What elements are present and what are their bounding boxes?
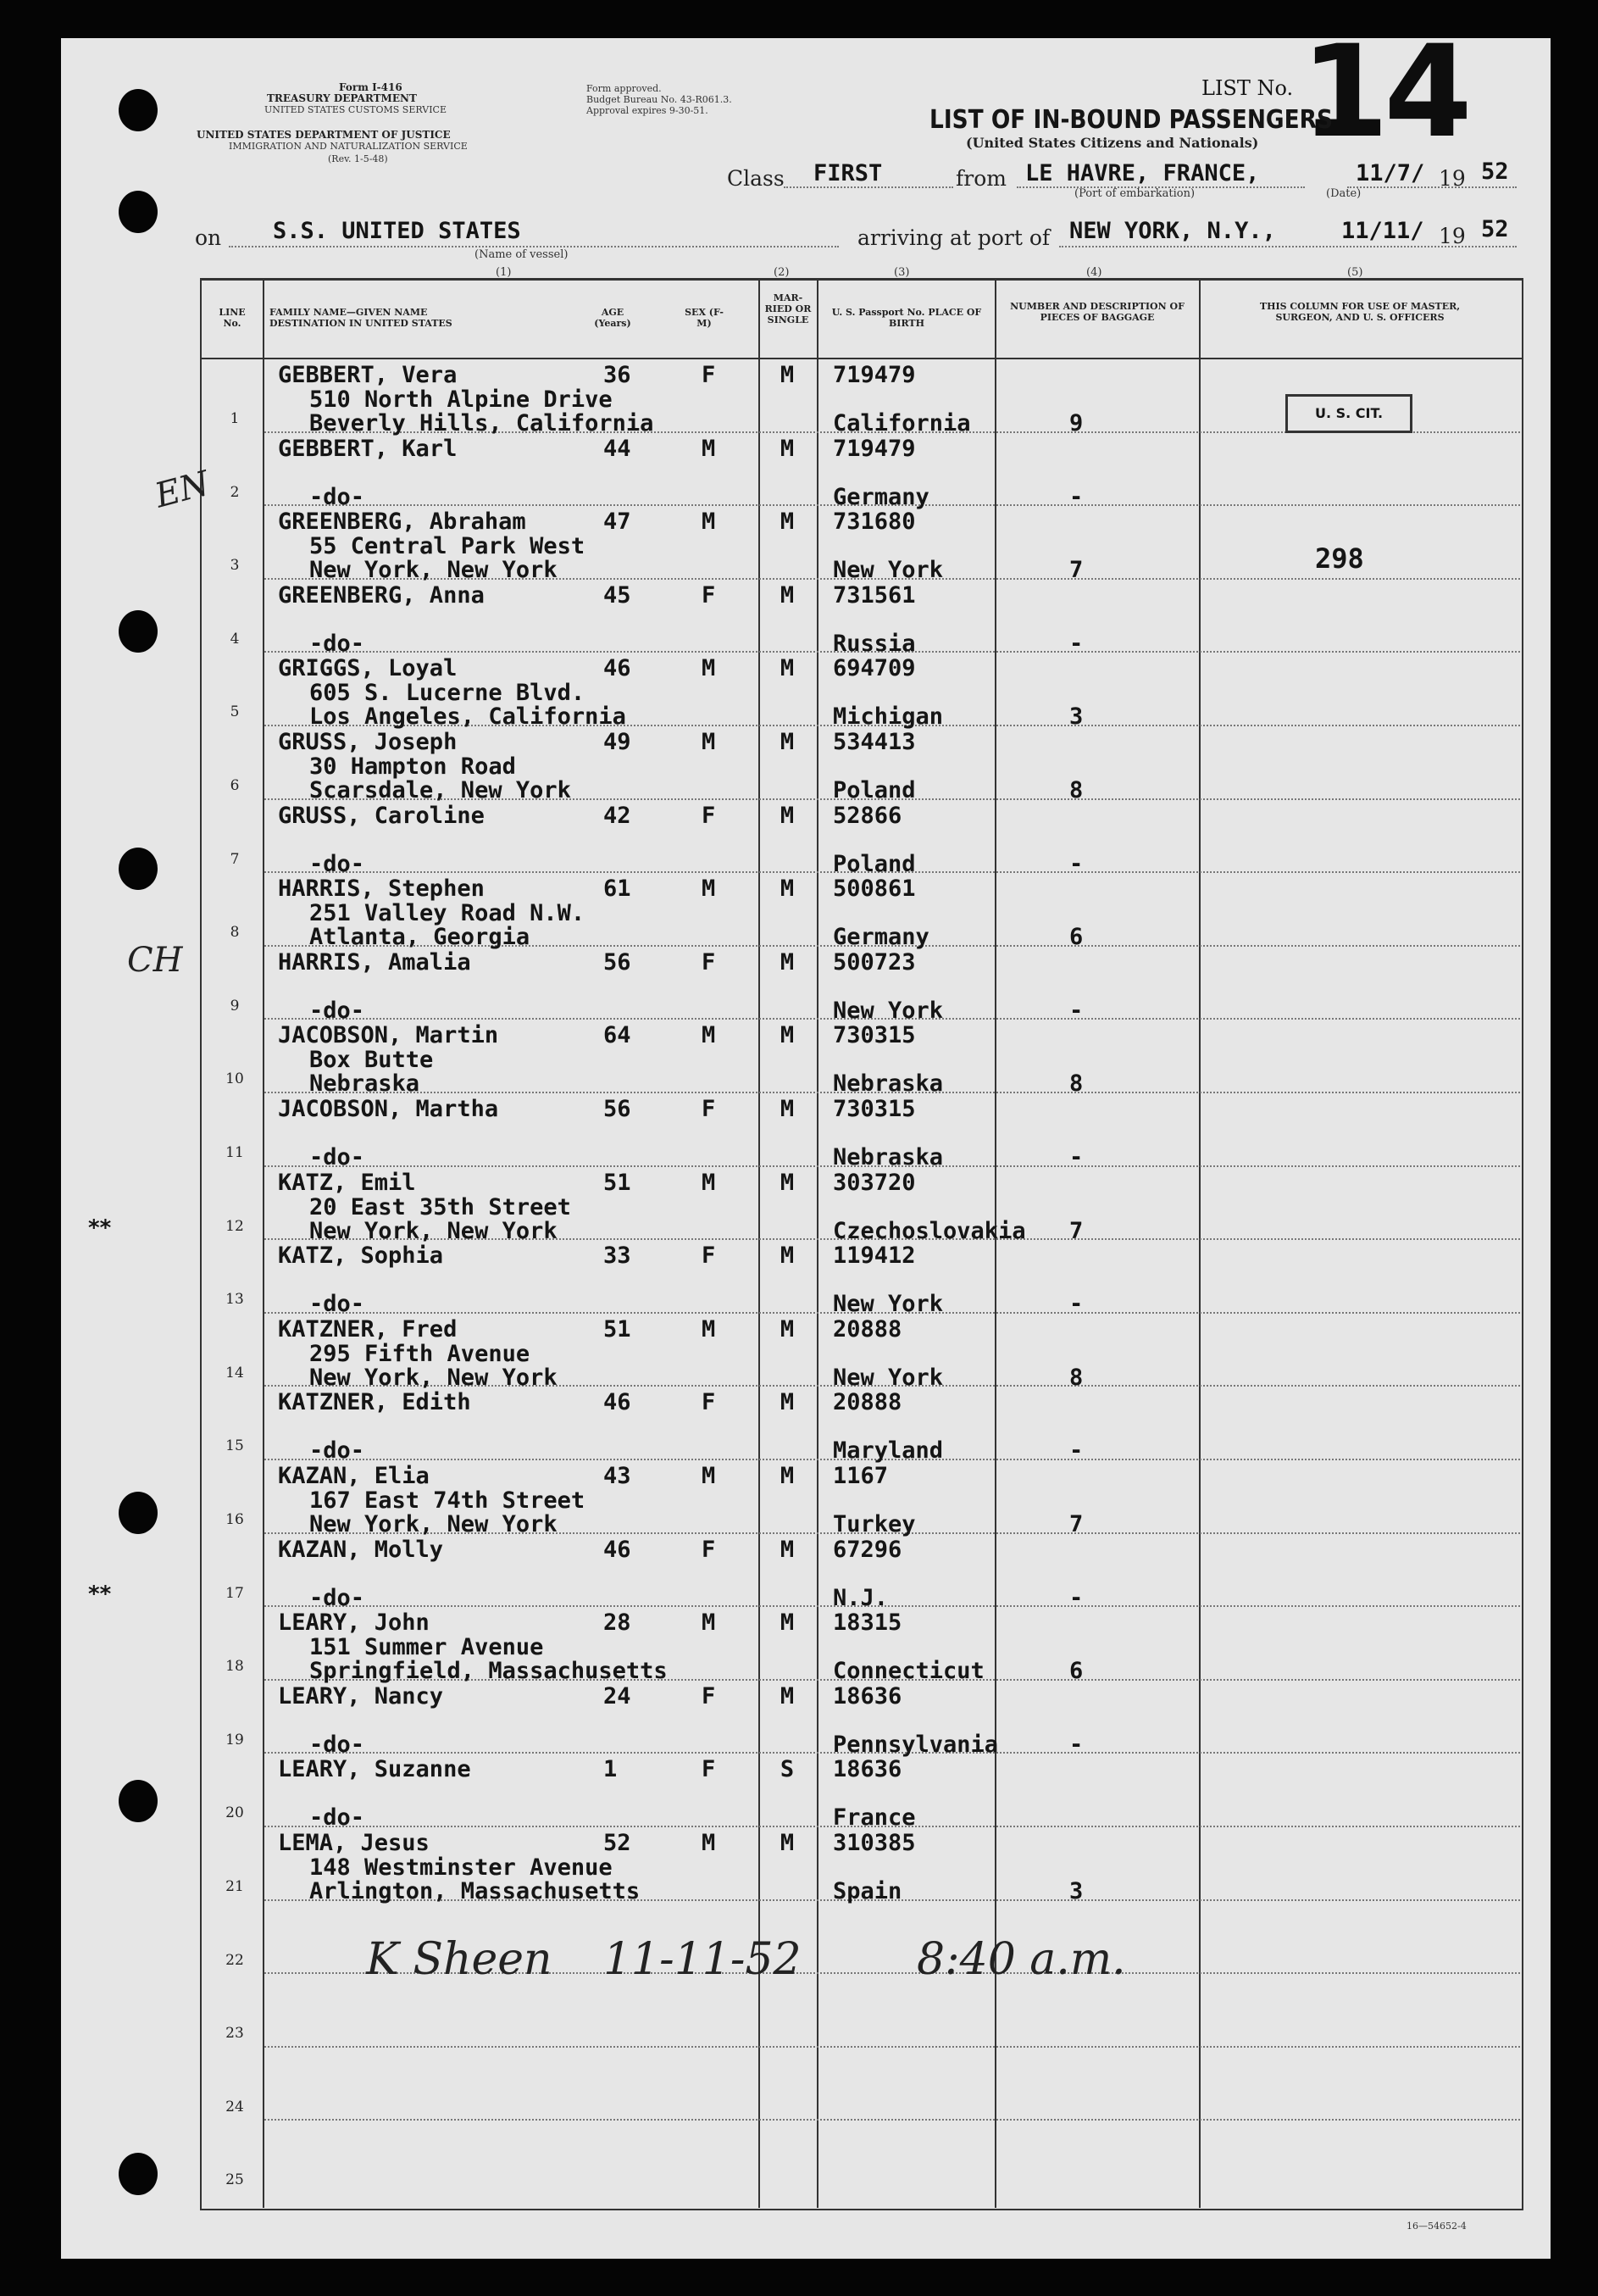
col-baggage: NUMBER AND DESCRIPTION OF PIECES OF BAGGAGE bbox=[1010, 301, 1185, 323]
year-prefix-2: 19 bbox=[1439, 224, 1466, 248]
passenger-addr2: New York, New York bbox=[309, 557, 558, 584]
passenger-age: 46 bbox=[603, 1536, 631, 1563]
passenger-age: 61 bbox=[603, 876, 631, 903]
citizen-stamp bbox=[1285, 394, 1412, 433]
justice-department: UNITED STATES DEPARTMENT OF JUSTICE bbox=[197, 129, 451, 141]
col-line-no: LINE No. bbox=[219, 307, 246, 329]
passenger-passport: 730315 bbox=[833, 1096, 916, 1122]
vessel-caption: (Name of vessel) bbox=[474, 248, 569, 261]
passenger-ms: M bbox=[780, 1169, 795, 1196]
passenger-ms: M bbox=[780, 655, 795, 682]
passenger-addr2: -do- bbox=[309, 630, 365, 657]
passenger-name: GEBBERT, Vera bbox=[278, 362, 458, 388]
passenger-age: 56 bbox=[603, 1096, 631, 1122]
punch-hole bbox=[119, 2153, 158, 2195]
passenger-addr2: Beverly Hills, California bbox=[309, 410, 654, 436]
col-officers: THIS COLUMN FOR USE OF MASTER, SURGEON, AND U. S. OFFICERS bbox=[1259, 301, 1461, 323]
col-name: FAMILY NAME—GIVEN NAME DESTINATION IN UNITED STATES bbox=[269, 307, 452, 329]
passenger-sex: F bbox=[702, 1389, 716, 1416]
line-number: 22 bbox=[225, 1951, 244, 1969]
revision: (Rev. 1-5-48) bbox=[328, 153, 388, 164]
passenger-bags: - bbox=[1069, 997, 1084, 1024]
col-married: MAR-RIED OR SINGLE bbox=[764, 292, 812, 325]
line-number: 1 bbox=[230, 410, 240, 427]
passenger-birth: Poland bbox=[833, 850, 916, 877]
passenger-addr2: -do- bbox=[309, 997, 365, 1024]
line-number: 17 bbox=[225, 1584, 244, 1602]
line-number: 9 bbox=[230, 997, 240, 1015]
passenger-age: 43 bbox=[603, 1463, 631, 1489]
department: TREASURY DEPARTMENT bbox=[267, 92, 417, 104]
passenger-birth: Czechoslovakia bbox=[833, 1217, 1026, 1244]
passenger-birth: Turkey bbox=[833, 1511, 916, 1537]
passenger-bags: - bbox=[1069, 630, 1084, 657]
arrival-year: 52 bbox=[1481, 216, 1509, 242]
passenger-ms: M bbox=[780, 1830, 795, 1856]
passenger-passport: 18636 bbox=[833, 1682, 902, 1709]
vessel-name: S.S. UNITED STATES bbox=[273, 218, 521, 244]
passenger-sex: M bbox=[702, 729, 716, 755]
passenger-passport: 731561 bbox=[833, 581, 916, 609]
passenger-bags: 8 bbox=[1069, 1364, 1084, 1391]
line-number: 25 bbox=[225, 2171, 244, 2189]
passenger-bags: 3 bbox=[1069, 703, 1084, 731]
passenger-bags: - bbox=[1069, 1731, 1084, 1758]
passenger-name: GRIGGS, Loyal bbox=[278, 655, 458, 682]
arriving-label: arriving at port of bbox=[857, 225, 1051, 250]
passenger-bags: - bbox=[1069, 1584, 1084, 1611]
passenger-ms: M bbox=[780, 1022, 795, 1049]
passenger-birth: Poland bbox=[833, 777, 916, 803]
passenger-birth: New York bbox=[833, 997, 944, 1024]
passenger-age: 42 bbox=[603, 802, 631, 829]
passenger-sex: M bbox=[702, 1609, 716, 1637]
punch-hole bbox=[119, 191, 158, 233]
line-number: 4 bbox=[230, 630, 240, 648]
passenger-sex: M bbox=[702, 876, 716, 903]
passenger-addr2: New York, New York bbox=[309, 1217, 558, 1244]
passenger-addr2: -do- bbox=[309, 1731, 365, 1758]
passenger-bags: 7 bbox=[1069, 1217, 1084, 1244]
passenger-ms: M bbox=[780, 729, 795, 755]
class-value: FIRST bbox=[813, 160, 883, 186]
row-divider bbox=[264, 1605, 1520, 1608]
passenger-name: KATZNER, Edith bbox=[278, 1389, 471, 1416]
passenger-sex: M bbox=[702, 1830, 716, 1856]
margin-note: EN bbox=[151, 464, 214, 516]
passenger-addr1: Box Butte bbox=[309, 1047, 434, 1074]
passenger-ms: M bbox=[780, 1536, 795, 1563]
passenger-sex: M bbox=[702, 1463, 716, 1489]
passenger-birth: Germany bbox=[833, 483, 929, 510]
passenger-sex: M bbox=[702, 1022, 716, 1049]
passenger-ms: M bbox=[780, 948, 795, 976]
passenger-passport: 52866 bbox=[833, 802, 902, 829]
passenger-addr1: 151 Summer Avenue bbox=[309, 1634, 544, 1661]
passenger-age: 49 bbox=[603, 729, 631, 755]
passenger-age: 64 bbox=[603, 1022, 631, 1049]
passenger-addr1: 30 Hampton Road bbox=[309, 753, 516, 780]
passenger-sex: F bbox=[702, 1536, 716, 1563]
passenger-addr2: -do- bbox=[309, 850, 365, 877]
row-divider bbox=[264, 2119, 1520, 2121]
passenger-passport: 694709 bbox=[833, 655, 916, 682]
list-subtitle: (United States Citizens and Nationals) bbox=[966, 135, 1259, 151]
line-number: 16 bbox=[225, 1511, 244, 1528]
line-number: 5 bbox=[230, 703, 240, 721]
line-number: 19 bbox=[225, 1731, 244, 1748]
inspector-signature: K Sheen bbox=[366, 1934, 552, 1985]
passenger-passport: 1167 bbox=[833, 1463, 889, 1489]
passenger-ms: M bbox=[780, 435, 795, 462]
passenger-name: GRUSS, Joseph bbox=[278, 729, 458, 755]
passenger-age: 44 bbox=[603, 435, 631, 462]
passenger-ms: M bbox=[780, 362, 795, 388]
passenger-bags: - bbox=[1069, 1291, 1084, 1318]
col-sex: SEX (F-M) bbox=[685, 307, 724, 329]
passenger-name: HARRIS, Amalia bbox=[278, 948, 471, 976]
passenger-ms: M bbox=[780, 876, 795, 903]
passenger-addr2: -do- bbox=[309, 1291, 365, 1318]
passenger-name: LEMA, Jesus bbox=[278, 1830, 430, 1856]
passenger-bags: 7 bbox=[1069, 557, 1084, 584]
passenger-age: 56 bbox=[603, 948, 631, 976]
passenger-sex: M bbox=[702, 509, 716, 536]
passenger-addr2: Scarsdale, New York bbox=[309, 777, 571, 803]
passenger-passport: 310385 bbox=[833, 1830, 916, 1856]
passenger-name: KATZ, Emil bbox=[278, 1169, 416, 1196]
passenger-passport: 730315 bbox=[833, 1022, 916, 1049]
passenger-birth: France bbox=[833, 1804, 916, 1832]
passenger-addr1: 605 S. Lucerne Blvd. bbox=[309, 680, 585, 707]
passenger-age: 46 bbox=[603, 1389, 631, 1416]
passenger-ms: M bbox=[780, 581, 795, 609]
passenger-age: 36 bbox=[603, 362, 631, 388]
passenger-passport: 500723 bbox=[833, 948, 916, 976]
passenger-ms: M bbox=[780, 1315, 795, 1343]
punch-hole bbox=[119, 848, 158, 890]
passenger-birth: New York bbox=[833, 557, 944, 584]
passenger-name: LEARY, John bbox=[278, 1609, 430, 1637]
budget-bureau: Budget Bureau No. 43-R061.3. bbox=[586, 94, 732, 105]
passenger-bags: 6 bbox=[1069, 1658, 1084, 1685]
passenger-addr1: 148 Westminster Avenue bbox=[309, 1854, 613, 1881]
line-number: 20 bbox=[225, 1804, 244, 1822]
passenger-birth: New York bbox=[833, 1291, 944, 1318]
column-number: (1) bbox=[496, 266, 512, 279]
port-caption: (Port of embarkation) bbox=[1074, 187, 1196, 200]
passenger-sex: M bbox=[702, 1315, 716, 1343]
passenger-birth: Spain bbox=[833, 1878, 902, 1904]
passenger-bags: 8 bbox=[1069, 1070, 1084, 1098]
passenger-birth: New York bbox=[833, 1364, 944, 1391]
passenger-bags: - bbox=[1069, 1437, 1084, 1465]
line-number: 6 bbox=[230, 777, 240, 794]
passenger-name: GREENBERG, Abraham bbox=[278, 509, 526, 536]
passenger-name: KAZAN, Molly bbox=[278, 1536, 444, 1563]
list-number: 14 bbox=[1301, 19, 1468, 166]
passenger-sex: F bbox=[702, 1243, 716, 1270]
line-number: 11 bbox=[225, 1144, 244, 1161]
arrival-port: NEW YORK, N.Y., bbox=[1069, 218, 1276, 244]
passenger-addr2: -do- bbox=[309, 1584, 365, 1611]
passenger-sex: F bbox=[702, 362, 716, 388]
passenger-bags: 7 bbox=[1069, 1511, 1084, 1537]
passenger-sex: M bbox=[702, 655, 716, 682]
year-prefix: 19 bbox=[1439, 166, 1466, 191]
line-number: 10 bbox=[225, 1070, 244, 1088]
passenger-addr2: -do- bbox=[309, 483, 365, 510]
passenger-birth: Pennsylvania bbox=[833, 1731, 999, 1758]
passenger-addr1: 167 East 74th Street bbox=[309, 1487, 585, 1514]
passenger-ms: M bbox=[780, 1096, 795, 1122]
signature-time: 8:40 a.m. bbox=[917, 1934, 1126, 1985]
passenger-age: 33 bbox=[603, 1243, 631, 1270]
passenger-addr1: 20 East 35th Street bbox=[309, 1193, 571, 1220]
col-passport: U. S. Passport No. PLACE OF BIRTH bbox=[831, 307, 982, 329]
passenger-passport: 20888 bbox=[833, 1389, 902, 1416]
passenger-bags: - bbox=[1069, 1144, 1084, 1170]
passenger-age: 51 bbox=[603, 1315, 631, 1343]
officer-number: 298 bbox=[1315, 542, 1364, 575]
line-number: 21 bbox=[225, 1878, 244, 1895]
line-number: 13 bbox=[225, 1291, 244, 1309]
margin-stars: ** bbox=[88, 1582, 112, 1607]
passenger-bags: - bbox=[1069, 483, 1084, 510]
column-number: (3) bbox=[894, 266, 910, 279]
passenger-ms: M bbox=[780, 1463, 795, 1489]
passenger-ms: M bbox=[780, 509, 795, 536]
print-code: 16—54652-4 bbox=[1407, 2221, 1467, 2232]
passenger-passport: 20888 bbox=[833, 1315, 902, 1343]
punch-hole bbox=[119, 610, 158, 653]
ins: IMMIGRATION AND NATURALIZATION SERVICE bbox=[229, 141, 468, 152]
class-label: Class bbox=[727, 166, 785, 191]
column-number: (5) bbox=[1347, 266, 1363, 279]
passenger-sex: F bbox=[702, 1096, 716, 1122]
passenger-sex: M bbox=[702, 1169, 716, 1196]
departure-year: 52 bbox=[1481, 158, 1509, 185]
form-approved: Form approved. bbox=[586, 83, 662, 94]
line-number: 3 bbox=[230, 557, 240, 575]
passenger-sex: F bbox=[702, 1682, 716, 1709]
passenger-addr1: 55 Central Park West bbox=[309, 533, 585, 560]
passenger-addr2: New York, New York bbox=[309, 1364, 558, 1391]
passenger-sex: F bbox=[702, 948, 716, 976]
line-number: 12 bbox=[225, 1217, 244, 1235]
passenger-age: 46 bbox=[603, 655, 631, 682]
passenger-passport: 534413 bbox=[833, 729, 916, 755]
passenger-bags: 8 bbox=[1069, 777, 1084, 803]
passenger-ms: M bbox=[780, 802, 795, 829]
arrival-date: 11/11/ bbox=[1341, 218, 1424, 244]
line-number: 15 bbox=[225, 1437, 244, 1455]
passenger-name: GRUSS, Caroline bbox=[278, 802, 485, 829]
margin-stars: ** bbox=[88, 1215, 112, 1241]
passenger-name: GEBBERT, Karl bbox=[278, 435, 458, 462]
passenger-birth: Germany bbox=[833, 924, 929, 951]
on-label: on bbox=[195, 225, 222, 250]
passenger-addr2: Los Angeles, California bbox=[309, 703, 626, 731]
passenger-bags: - bbox=[1069, 850, 1084, 877]
row-divider bbox=[264, 2046, 1520, 2049]
punch-hole bbox=[119, 89, 158, 131]
line-number: 18 bbox=[225, 1658, 244, 1676]
line-number: 2 bbox=[230, 483, 240, 501]
date-caption: (Date) bbox=[1326, 187, 1362, 200]
passenger-passport: 500861 bbox=[833, 876, 916, 903]
passenger-name: LEARY, Nancy bbox=[278, 1682, 444, 1709]
passenger-name: GREENBERG, Anna bbox=[278, 581, 485, 609]
passenger-sex: F bbox=[702, 1756, 716, 1783]
passenger-birth: California bbox=[833, 410, 971, 436]
passenger-birth: Maryland bbox=[833, 1437, 944, 1465]
passenger-passport: 731680 bbox=[833, 509, 916, 536]
line-number: 14 bbox=[225, 1364, 244, 1381]
line-number: 8 bbox=[230, 924, 240, 942]
passenger-birth: Nebraska bbox=[833, 1070, 944, 1098]
passenger-passport: 303720 bbox=[833, 1169, 916, 1196]
passenger-sex: F bbox=[702, 802, 716, 829]
passenger-passport: 67296 bbox=[833, 1536, 902, 1563]
passenger-name: JACOBSON, Martha bbox=[278, 1096, 499, 1122]
margin-note: CH bbox=[127, 941, 183, 980]
list-no-label: LIST No. bbox=[1201, 76, 1294, 100]
passenger-age: 45 bbox=[603, 581, 631, 609]
passenger-passport: 18315 bbox=[833, 1609, 902, 1637]
line-number: 23 bbox=[225, 2025, 244, 2043]
passenger-addr2: -do- bbox=[309, 1437, 365, 1465]
passenger-name: LEARY, Suzanne bbox=[278, 1756, 471, 1783]
passenger-passport: 719479 bbox=[833, 362, 916, 388]
passenger-passport: 719479 bbox=[833, 435, 916, 462]
passenger-ms: S bbox=[780, 1756, 795, 1783]
passenger-age: 1 bbox=[603, 1756, 618, 1783]
column-number: (4) bbox=[1086, 266, 1102, 279]
passenger-birth: Russia bbox=[833, 630, 916, 657]
passenger-birth: Connecticut bbox=[833, 1658, 985, 1685]
passenger-addr1: 510 North Alpine Drive bbox=[309, 386, 613, 413]
form-id: Form I-416 bbox=[339, 81, 402, 93]
column-number: (2) bbox=[774, 266, 790, 279]
passenger-addr2: Nebraska bbox=[309, 1070, 420, 1098]
punch-hole bbox=[119, 1492, 158, 1534]
passenger-ms: M bbox=[780, 1609, 795, 1637]
passenger-addr1: 251 Valley Road N.W. bbox=[309, 900, 585, 927]
passenger-addr2: Springfield, Massachusetts bbox=[309, 1658, 668, 1685]
line-number: 7 bbox=[230, 850, 240, 868]
passenger-ms: M bbox=[780, 1389, 795, 1416]
passenger-age: 28 bbox=[603, 1609, 631, 1637]
passenger-bags: 3 bbox=[1069, 1878, 1084, 1904]
customs-service: UNITED STATES CUSTOMS SERVICE bbox=[264, 104, 447, 115]
passenger-bags: 6 bbox=[1069, 924, 1084, 951]
approval-expiry: Approval expires 9-30-51. bbox=[586, 105, 708, 116]
passenger-passport: 18636 bbox=[833, 1756, 902, 1783]
passenger-ms: M bbox=[780, 1243, 795, 1270]
passenger-bags: 9 bbox=[1069, 410, 1084, 436]
punch-hole bbox=[119, 1780, 158, 1822]
passenger-age: 51 bbox=[603, 1169, 631, 1196]
passenger-age: 52 bbox=[603, 1830, 631, 1856]
passenger-name: KATZ, Sophia bbox=[278, 1243, 444, 1270]
passenger-passport: 119412 bbox=[833, 1243, 916, 1270]
passenger-age: 24 bbox=[603, 1682, 631, 1709]
passenger-name: JACOBSON, Martin bbox=[278, 1022, 499, 1049]
passenger-birth: Michigan bbox=[833, 703, 944, 731]
passenger-addr2: New York, New York bbox=[309, 1511, 558, 1537]
passenger-birth: Nebraska bbox=[833, 1144, 944, 1170]
passenger-name: HARRIS, Stephen bbox=[278, 876, 485, 903]
passenger-addr2: -do- bbox=[309, 1144, 365, 1170]
list-title: LIST OF IN-BOUND PASSENGERS bbox=[929, 105, 1333, 135]
passenger-addr2: Atlanta, Georgia bbox=[309, 924, 530, 951]
stamp-text: U. S. CIT. bbox=[1314, 405, 1384, 421]
port-of-embarkation: LE HAVRE, FRANCE, bbox=[1025, 160, 1260, 186]
signature-date: 11-11-52 bbox=[603, 1934, 802, 1985]
line-number: 24 bbox=[225, 2098, 244, 2115]
passenger-ms: M bbox=[780, 1682, 795, 1709]
col-age: AGE (Years) bbox=[594, 307, 631, 329]
passenger-name: KATZNER, Fred bbox=[278, 1315, 458, 1343]
passenger-sex: F bbox=[702, 581, 716, 609]
passenger-addr2: -do- bbox=[309, 1804, 365, 1832]
departure-date: 11/7/ bbox=[1356, 160, 1425, 186]
passenger-name: KAZAN, Elia bbox=[278, 1463, 430, 1489]
passenger-age: 47 bbox=[603, 509, 631, 536]
from-label: from bbox=[956, 166, 1007, 191]
passenger-sex: M bbox=[702, 435, 716, 462]
passenger-addr2: Arlington, Massachusetts bbox=[309, 1878, 641, 1904]
passenger-birth: N.J. bbox=[833, 1584, 889, 1611]
passenger-addr1: 295 Fifth Avenue bbox=[309, 1340, 530, 1367]
